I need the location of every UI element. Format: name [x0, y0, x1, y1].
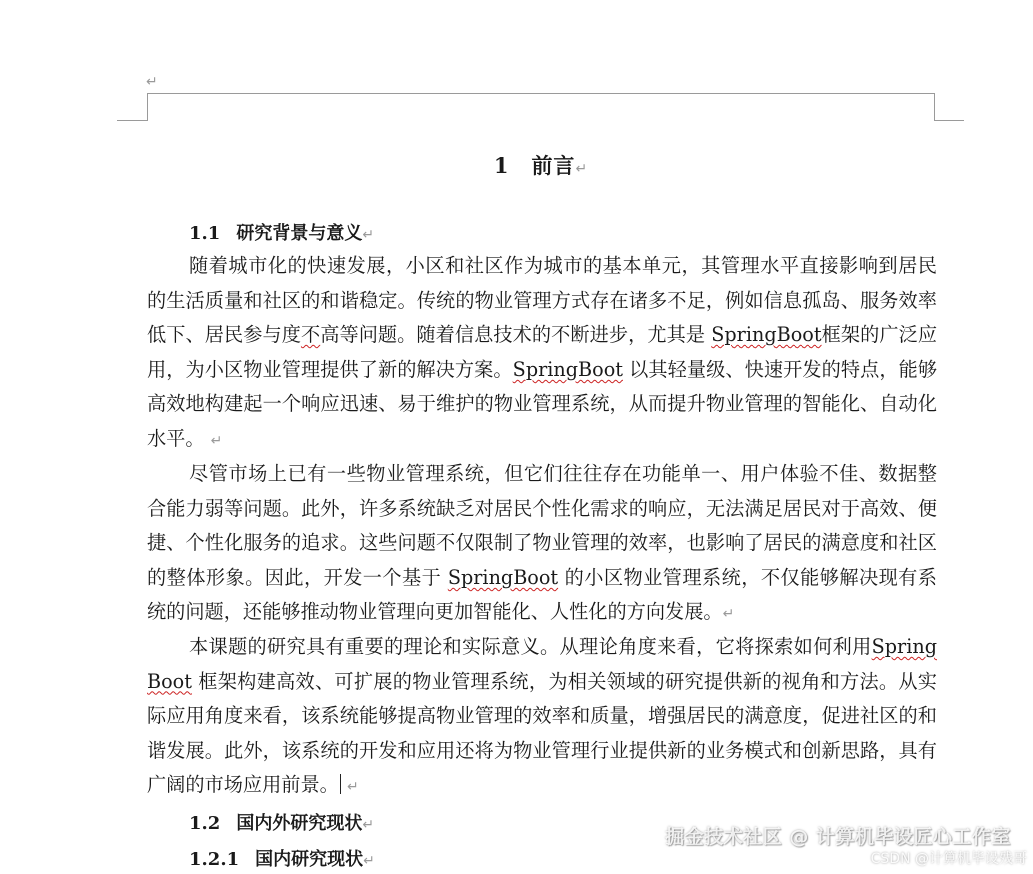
grammar-flag: 不 — [300, 323, 321, 347]
section-title: 国内研究现状 — [255, 849, 364, 870]
watermark-sub: CSDN @计算机毕设残哥 — [870, 851, 1027, 867]
section-number: 1.2.1 — [189, 849, 240, 870]
paragraph-mark-icon: ↵ — [363, 853, 375, 869]
watermark-main: 掘金技术社区 @ 计算机毕设匠心工作室 — [665, 826, 1011, 848]
spellcheck-word: SpringBoot — [512, 357, 623, 381]
margin-crop-right-horizontal — [934, 120, 964, 121]
chapter-heading[interactable] — [147, 150, 935, 180]
text-run: 本课题的研究具有重要的理论和实际意义。从理论角度来看，它将探索如何利用 — [189, 635, 872, 658]
text-run: 的小区物业管理系统，不仅能够解决现有系统的问题，还能够推动物业管理向更加智能化、人性化的方向发展。 — [147, 565, 937, 624]
paragraph-mark-icon: ↵ — [210, 432, 223, 449]
section-number: 1.2 — [189, 813, 221, 834]
section-title: 国内外研究现状 — [236, 813, 363, 834]
paragraph-mark-icon: ↵ — [346, 779, 359, 796]
text-run: 以其轻量级、快速开发的特点，能够高效地构建起一个响应迅速、易于维护的物业管理系统，从而提升物业管理的智能化、自动化水平。 — [147, 357, 938, 450]
spellcheck-word: SpringBoot — [147, 635, 937, 693]
section-heading-1-2[interactable] — [189, 809, 374, 835]
chapter-title: 前言 — [531, 153, 576, 178]
text-run: 框架的广泛应用，为小区物业管理提供了新的解决方案。 — [147, 323, 938, 381]
paragraph-mark-icon: ↵ — [362, 817, 375, 833]
margin-crop-top — [147, 93, 935, 94]
margin-crop-left-horizontal — [117, 120, 147, 121]
spellcheck-word: SpringBoot — [447, 565, 559, 589]
chapter-number: 1 — [493, 153, 510, 178]
paragraph-mark-icon: ↵ — [575, 161, 589, 177]
text-run: 高等问题。随着信息技术的不断进步，尤其是 — [320, 323, 706, 347]
paragraph-mark-icon: ↵ — [362, 227, 375, 243]
section-title: 研究背景与意义 — [236, 223, 363, 244]
section-heading-1-1[interactable] — [189, 219, 374, 245]
body-paragraph-1[interactable] — [147, 249, 937, 459]
spellcheck-word: SpringBoot — [711, 323, 822, 347]
body-paragraph-2[interactable] — [147, 457, 937, 632]
paragraph-mark-icon: ↵ — [722, 606, 735, 623]
text-run: 随着城市化的快速发展，小区和社区作为城市的基本单元，其管理水平直接影响到居民的生活质量和社区的和谐稳定。传统的物业管理方式存在诸多不足，例如信息孤岛、服务效率低下、居民参与度 — [147, 254, 937, 347]
margin-crop-right-vertical — [934, 93, 935, 121]
body-paragraph-3[interactable] — [147, 630, 937, 805]
text-run: 框架构建高效、可扩展的物业管理系统，为相关领域的研究提供新的视角和方法。从实际应用角度来看，该系统能够提高物业管理的效率和质量，增强居民的满意度，促进社区的和谐发展。此外，该系统的开发和应用还将为物业管理行业提供新的业务模式和创新思路，具有广阔的市场应用前景。 — [147, 669, 937, 797]
section-heading-1-2-1[interactable] — [189, 845, 375, 871]
margin-crop-left-vertical — [147, 93, 148, 121]
section-number: 1.1 — [189, 223, 221, 244]
text-run: 尽管市场上已有一些物业管理系统，但它们往往存在功能单一、用户体验不佳、数据整合能力弱等问题。此外，许多系统缺乏对居民个性化需求的响应，无法满足居民对于高效、便捷、个性化服务的追求。这些问题不仅限制了物业管理的效率，也影响了居民的满意度和社区的整体形象。因此，开发一个基于 — [147, 462, 937, 589]
paragraph-mark-icon: ↵ — [146, 74, 158, 90]
